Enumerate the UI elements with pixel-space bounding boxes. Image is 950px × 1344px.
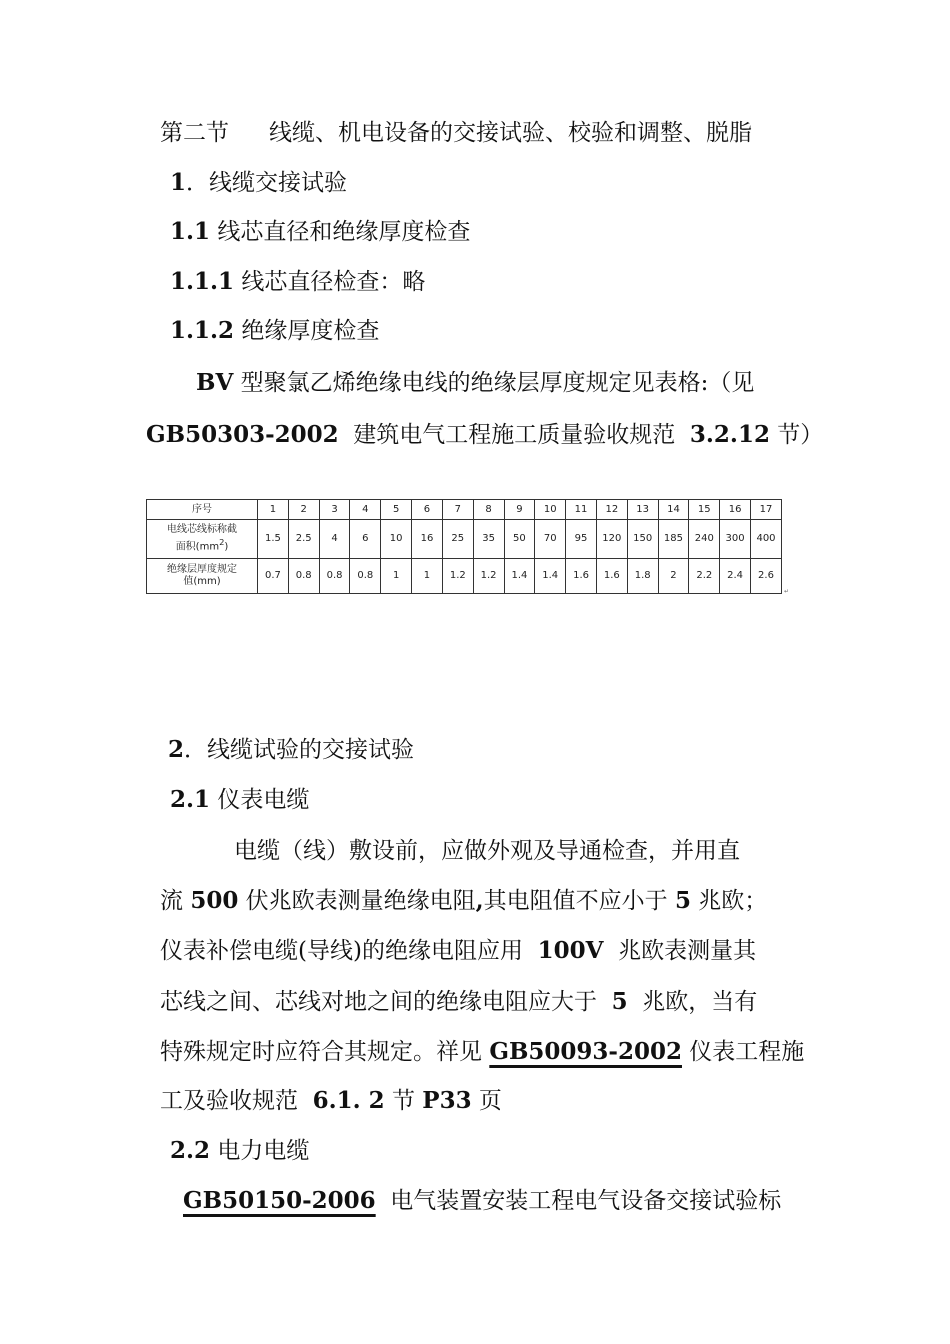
table-cell: 12 [596, 500, 627, 520]
resistance-value: 5 [611, 988, 628, 1015]
table-cell: 17 [751, 500, 782, 520]
paragraph-text: 电缆（线）敷设前，应做外观及导通检查，并用直 [234, 838, 740, 864]
table-cell: 13 [627, 500, 658, 520]
heading-dot: ． [186, 170, 210, 196]
table-cell: 6 [412, 500, 443, 520]
table-cell: 1.2 [473, 559, 504, 594]
heading-text: 绝缘厚度检查 [241, 318, 380, 344]
table-cell: 0.8 [319, 559, 350, 594]
table-cell: 50 [504, 520, 535, 559]
table-cell: 16 [412, 520, 443, 559]
table-cell: 8 [473, 500, 504, 520]
paragraph-2-line-3 [160, 936, 756, 966]
paragraph-text: 节） [777, 422, 824, 448]
table-cell: 16 [720, 500, 751, 520]
table-row-thickness [147, 559, 782, 594]
standard-code: GB50303-2002 [146, 421, 339, 448]
heading-2-1 [170, 785, 309, 815]
row-header-line: 面积(mm [175, 541, 220, 553]
table-cell: 1.4 [535, 559, 566, 594]
heading-number: 2.2 [170, 1137, 211, 1164]
paragraph-text: 兆欧，当有 [642, 989, 758, 1015]
row-header-area [147, 520, 258, 559]
heading-number: 2.1 [170, 786, 211, 813]
table-cell: 1.5 [258, 520, 289, 559]
heading-number: 2 [168, 736, 185, 763]
table-row-area [147, 520, 782, 559]
table-cell: 7 [442, 500, 473, 520]
heading-text: 电力电缆 [217, 1138, 310, 1164]
table-cell: 15 [689, 500, 720, 520]
paragraph-1-line-2 [146, 420, 823, 450]
heading-text: 线芯直径检查：略 [241, 269, 426, 295]
row-header-thickness [147, 559, 258, 594]
standard-name: 建筑电气工程施工质量验收规范 [353, 422, 676, 448]
comma: , [475, 887, 484, 914]
paragraph-2-line-5 [160, 1037, 804, 1067]
paragraph-text: 仪表工程施 [689, 1039, 805, 1065]
paragraph-text: 兆欧表测量其 [618, 938, 757, 964]
heading-number: 1.1.1 [170, 268, 235, 295]
paragraph-2-line-1 [234, 836, 740, 866]
section-number: 6.1. 2 [312, 1087, 385, 1114]
heading-2 [168, 735, 414, 765]
table-cell: 2.4 [720, 559, 751, 594]
heading-number: 1.1 [170, 218, 211, 245]
section-title-text: 线缆、机电设备的交接试验、校验和调整、脱脂 [269, 120, 752, 146]
voltage-value: 100V [537, 937, 604, 964]
table-cell: 300 [720, 520, 751, 559]
standard-code-link: GB50093-2002 [489, 1038, 682, 1065]
table-cell: 2.2 [689, 559, 720, 594]
voltage-value: 500 [190, 887, 239, 914]
section-number: 3.2.12 [689, 421, 770, 448]
paragraph-text: 节 [391, 1088, 415, 1114]
heading-text: 线缆交接试验 [209, 170, 348, 196]
heading-number: 1 [170, 169, 187, 196]
paragraph-text: 伏兆欧表测量绝缘电阻 [245, 888, 476, 914]
table-cell: 1.2 [442, 559, 473, 594]
table-cell: 1.4 [504, 559, 535, 594]
heading-number: 1.1.2 [170, 317, 235, 344]
table-cell: 2.6 [751, 559, 782, 594]
resistance-value: 5 [674, 887, 691, 914]
table-cell: 0.8 [350, 559, 381, 594]
paragraph-text: 兆欧； [698, 888, 768, 914]
table-cell: 9 [504, 500, 535, 520]
section-label: 第二节 [160, 120, 229, 146]
paragraph-3-line-1 [183, 1186, 781, 1216]
paragraph-text: 电气装置安装工程电气设备交接试验标 [390, 1188, 782, 1214]
table-cell: 35 [473, 520, 504, 559]
table-cell: 4 [350, 500, 381, 520]
heading-dot: ． [184, 737, 208, 763]
table-cell: 120 [596, 520, 627, 559]
paragraph-text: 仪表补偿电缆(导线)的绝缘电阻应用 [160, 938, 523, 964]
heading-text: 线芯直径和绝缘厚度检查 [217, 219, 471, 245]
paragraph-text: 工及验收规范 [160, 1088, 298, 1114]
table-cell: 14 [658, 500, 689, 520]
table-cell: 1.6 [596, 559, 627, 594]
table-row-sequence [147, 500, 782, 520]
table-cell: 10 [535, 500, 566, 520]
paragraph-2-line-2 [160, 886, 767, 916]
heading-2-2 [170, 1136, 309, 1166]
paragraph-text: 芯线之间、芯线对地之间的绝缘电阻应大于 [160, 989, 597, 1015]
table-cell: 10 [381, 520, 412, 559]
row-header-line: 值(mm) [183, 576, 221, 587]
table-cell: 1 [412, 559, 443, 594]
table-cell: 70 [535, 520, 566, 559]
row-header-line: 绝缘层厚度规定 [167, 564, 237, 575]
paragraph-text: 型聚氯乙烯绝缘电线的绝缘层厚度规定见表格:（见 [240, 370, 755, 396]
paragraph-1-line-1 [196, 368, 754, 398]
paragraph-text: 页 [478, 1088, 502, 1114]
paragraph-2-line-6 [160, 1086, 502, 1116]
insulation-thickness-table [146, 499, 782, 594]
row-header-sequence: 序号 [147, 500, 258, 520]
table-cell: 240 [689, 520, 720, 559]
heading-1 [170, 168, 347, 198]
table-cell: 2 [288, 500, 319, 520]
standard-code-link: GB50150-2006 [183, 1187, 376, 1214]
table-cell: 0.8 [288, 559, 319, 594]
table-cell: 5 [381, 500, 412, 520]
row-header-line: 电线芯线标称截 [167, 524, 237, 536]
table-cell: 1 [258, 500, 289, 520]
heading-1-1 [170, 217, 470, 247]
heading-1-1-1 [170, 267, 425, 297]
paragraph-text: 流 [160, 888, 183, 914]
heading-text: 仪表电缆 [217, 787, 310, 813]
row-header-line: ) [224, 541, 229, 553]
table-cell: 400 [751, 520, 782, 559]
table-cell: 3 [319, 500, 350, 520]
table-cell: 185 [658, 520, 689, 559]
table-cell: 1.6 [566, 559, 597, 594]
page-number: P33 [422, 1087, 472, 1114]
table-cell: 150 [627, 520, 658, 559]
table-cell: 2.5 [288, 520, 319, 559]
table-cell: 95 [566, 520, 597, 559]
heading-text: 线缆试验的交接试验 [207, 737, 415, 763]
paragraph-text: 其电阻值不应小于 [483, 888, 668, 914]
paragraph-2-line-4 [160, 987, 757, 1017]
section-title [160, 118, 752, 148]
paragraph-mark: ↵ [784, 588, 790, 595]
superscript: 2 [219, 537, 225, 548]
table-cell: 6 [350, 520, 381, 559]
table-cell: 1.8 [627, 559, 658, 594]
table-cell: 0.7 [258, 559, 289, 594]
cable-type: BV [196, 369, 234, 396]
paragraph-text: 特殊规定时应符合其规定。祥见 [160, 1039, 482, 1065]
table-cell: 2 [658, 559, 689, 594]
table-cell: 11 [566, 500, 597, 520]
table-cell: 4 [319, 520, 350, 559]
table-cell: 1 [381, 559, 412, 594]
heading-1-1-2 [170, 316, 379, 346]
table-cell: 25 [442, 520, 473, 559]
